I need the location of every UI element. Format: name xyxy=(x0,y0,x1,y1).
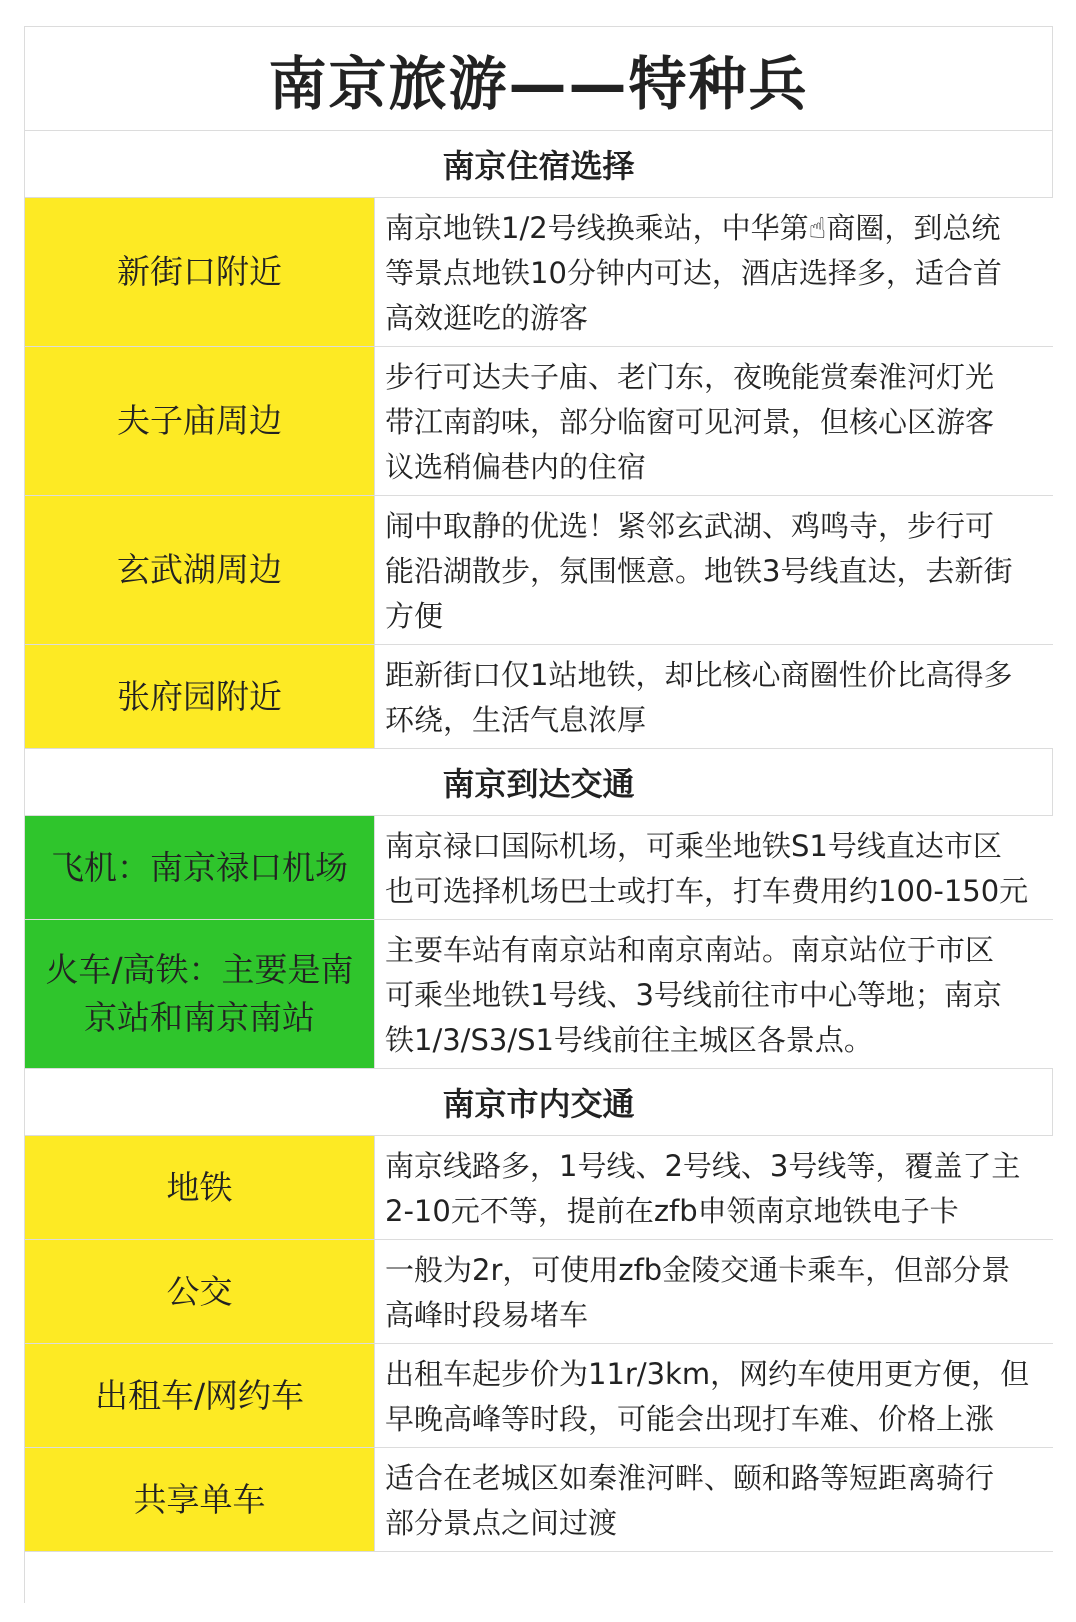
table-row xyxy=(25,496,1053,645)
row-description xyxy=(375,496,1053,644)
table-row xyxy=(25,1240,1053,1344)
table-row xyxy=(25,347,1053,496)
table-row xyxy=(25,920,1053,1069)
row-label: 夫子庙周边 xyxy=(25,347,375,495)
description-line: 带江南韵味，部分临窗可见河景，但核心区游客 xyxy=(385,405,995,439)
row-description xyxy=(375,1136,1053,1239)
table-row xyxy=(25,1344,1053,1448)
description-line: 部分景点之间过渡 xyxy=(385,1506,618,1540)
description-line: 一般为2r，可使用zfb金陵交通卡乘车，但部分景 xyxy=(385,1253,1011,1287)
row-description xyxy=(375,347,1053,495)
description-line: 步行可达夫子庙、老门东，夜晚能赏秦淮河灯光 xyxy=(385,360,995,394)
guide-table xyxy=(24,26,1053,1603)
description-line: 南京线路多，1号线、2号线、3号线等，覆盖了主 xyxy=(385,1149,1021,1183)
row-description xyxy=(375,198,1053,346)
section-heading-accommodation: 南京住宿选择 xyxy=(25,131,1053,198)
row-label: 张府园附近 xyxy=(25,645,375,748)
row-description xyxy=(375,1344,1053,1447)
description-line: 等景点地铁10分钟内可达，酒店选择多，适合首 xyxy=(385,256,1002,290)
description-line: 早晚高峰等时段，可能会出现打车难、价格上涨 xyxy=(385,1402,995,1436)
section-heading-city-transport: 南京市内交通 xyxy=(25,1069,1053,1136)
description-line: 议选稍偏巷内的住宿 xyxy=(385,450,647,484)
table-row xyxy=(25,1448,1053,1552)
row-description xyxy=(375,1240,1053,1343)
row-label: 共享单车 xyxy=(25,1448,375,1551)
description-line: 方便 xyxy=(385,599,444,633)
description-line: 能沿湖散步，氛围惬意。地铁3号线直达，去新街 xyxy=(385,554,1013,588)
row-label: 出租车/网约车 xyxy=(25,1344,375,1447)
row-label: 玄武湖周边 xyxy=(25,496,375,644)
description-line: 闹中取静的优选！紧邻玄武湖、鸡鸣寺，步行可 xyxy=(385,509,995,543)
table-row xyxy=(25,816,1053,920)
description-line: 可乘坐地铁1号线、3号线前往市中心等地；南京 xyxy=(385,978,1002,1012)
description-line: 2-10元不等，提前在zfb申领南京地铁电子卡 xyxy=(385,1194,959,1228)
description-line: 高峰时段易堵车 xyxy=(385,1298,589,1332)
description-line: 高效逛吃的游客 xyxy=(385,301,589,335)
row-label: 新街口附近 xyxy=(25,198,375,346)
table-row xyxy=(25,645,1053,749)
row-label: 火车/高铁：主要是南京站和南京南站 xyxy=(25,920,375,1068)
description-line: 主要车站有南京站和南京南站。南京站位于市区 xyxy=(385,933,995,967)
description-line: 出租车起步价为11r/3km，网约车使用更方便，但 xyxy=(385,1357,1030,1391)
row-description xyxy=(375,645,1053,748)
description-line: 南京禄口国际机场，可乘坐地铁S1号线直达市区 xyxy=(385,829,1002,863)
row-description xyxy=(375,1448,1053,1551)
description-line: 南京地铁1/2号线换乘站，中华第☝商圈，到总统 xyxy=(385,211,1001,245)
row-label: 公交 xyxy=(25,1240,375,1343)
description-line: 铁1/3/S3/S1号线前往主城区各景点。 xyxy=(385,1023,873,1057)
description-line: 距新街口仅1站地铁，却比核心商圈性价比高得多 xyxy=(385,658,1013,692)
row-label: 地铁 xyxy=(25,1136,375,1239)
description-line: 适合在老城区如秦淮河畔、颐和路等短距离骑行 xyxy=(385,1461,995,1495)
row-description xyxy=(375,920,1053,1068)
row-label: 飞机：南京禄口机场 xyxy=(25,816,375,919)
row-description xyxy=(375,816,1053,919)
description-line: 也可选择机场巴士或打车，打车费用约100-150元 xyxy=(385,874,1029,908)
page-title: 南京旅游——特种兵 xyxy=(25,27,1053,131)
section-heading-arrival: 南京到达交通 xyxy=(25,749,1053,816)
table-row xyxy=(25,1136,1053,1240)
table-row xyxy=(25,198,1053,347)
description-line: 环绕，生活气息浓厚 xyxy=(385,703,647,737)
